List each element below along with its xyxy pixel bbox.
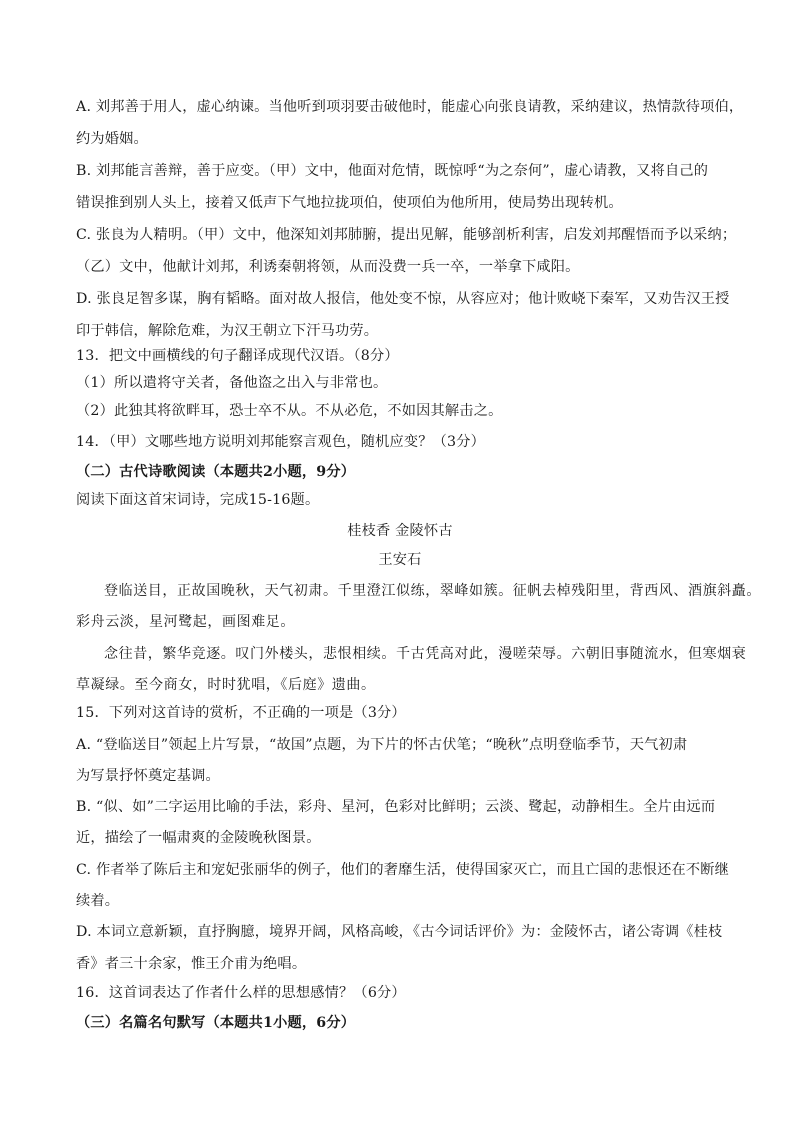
section-2-heading: （二）古代诗歌阅读（本题共2小题，9分） [76, 464, 356, 480]
q15-option-a-line1: A. “登临送目”领起上片写景，“故国”点题，为下片的怀古伏笔；“晚秋”点明登临季节，天气初肃 [76, 737, 688, 753]
q12-option-c-line2: （乙）文中，他献计刘邦，利诱秦朝将领，从而没费一兵一卒，一举拿下咸阳。 [76, 259, 580, 275]
q14-prompt: 14．（甲）文哪些地方说明刘邦能察言观色，随机应变？（3分） [76, 434, 486, 450]
poem-stanza-2-line-2: 草凝绿。至今商女，时时犹唱，《后庭》遗曲。 [76, 677, 376, 693]
q12-option-a-line1: A. 刘邦善于用人，虚心纳谏。当他听到项羽要击破他时，能虚心向张良请教，采纳建议，热情款待项伯， [76, 99, 744, 115]
q12-option-b-line1: B. 刘邦能言善辩，善于应变。（甲）文中，他面对危情，既惊呼“为之奈何”，虚心请教，又将自己的 [76, 163, 709, 179]
q15-prompt: 15．下列对这首诗的赏析，不正确的一项是（3分） [76, 705, 406, 721]
poem-stanza-1-line-1: 登临送目，正故国晚秋，天气初肃。千里澄江似练，翠峰如簇。征帆去棹残阳里，背西风、酒旗斜矗。 [104, 583, 761, 599]
q15-option-d-line1: D. 本词立意新颖，直抒胸臆，境界开阔，风格高峻，《古今词话评价》为：金陵怀古，诸公寄调《桂枝 [76, 924, 723, 940]
q12-option-b-line2: 错误推到别人头上，接着又低声下气地拉拢项伯，使项伯为他所用，使局势出现转机。 [76, 195, 623, 211]
section-3-heading: （三）名篇名句默写（本题共1小题，6分） [76, 1015, 356, 1031]
q12-option-d-line2: 印于韩信，解除危难，为汉王朝立下汗马功劳。 [76, 323, 379, 339]
q12-option-c-line1: C. 张良为人精明。（甲）文中，他深知刘邦肺腑，提出见解，能够剖析利害，启发刘邦醒悟而予以采纳； [76, 227, 737, 243]
poem-title: 桂枝香 金陵怀古 [347, 523, 453, 539]
q15-option-b-line1: B. “似、如”二字运用比喻的手法，彩舟、星河，色彩对比鲜明；云淡、鹭起，动静相生。全片由远而 [76, 799, 716, 815]
q15-option-a-line2: 为写景抒怀奠定基调。 [76, 768, 220, 784]
q13-item-1: （1）所以遣将守关者，备他盗之出入与非常也。 [76, 375, 388, 391]
section-2-intro: 阅读下面这首宋词诗，完成15-16题。 [76, 492, 320, 508]
poem-author: 王安石 [378, 552, 422, 568]
q12-option-d-line1: D. 张良足智多谋，胸有韬略。面对故人报信，他处变不惊，从容应对；他计败峣下秦军，又劝告汉王授 [76, 291, 730, 307]
q12-option-a-line2: 约为婚姻。 [76, 131, 148, 147]
q16-prompt: 16．这首词表达了作者什么样的思想感情？（6分） [76, 985, 406, 1001]
q15-option-c-line1: C. 作者举了陈后主和宠妃张丽华的例子，他们的奢靡生活，使得国家灭亡，而且亡国的悲恨还在不断继 [76, 862, 730, 878]
q13-item-2: （2）此独其将欲畔耳，恐士卒不从。不从必危，不如因其解击之。 [76, 403, 503, 419]
poem-stanza-1-line-2: 彩舟云淡，星河鹭起，画图难足。 [76, 614, 295, 630]
poem-stanza-2-line-1: 念往昔，繁华竞逐。叹门外楼头，悲恨相续。千古凭高对此，漫嗟荣辱。六朝旧事随流水，但寒烟衰 [104, 646, 747, 662]
q15-option-c-line2: 续着。 [76, 893, 120, 909]
q15-option-b-line2: 近，描绘了一幅肃爽的金陵晚秋图景。 [76, 830, 321, 846]
q13-prompt: 13．把文中画横线的句子翻译成现代汉语。（8分） [76, 348, 399, 364]
q15-option-d-line2: 香》者三十余家，惟王介甫为绝唱。 [76, 956, 307, 972]
